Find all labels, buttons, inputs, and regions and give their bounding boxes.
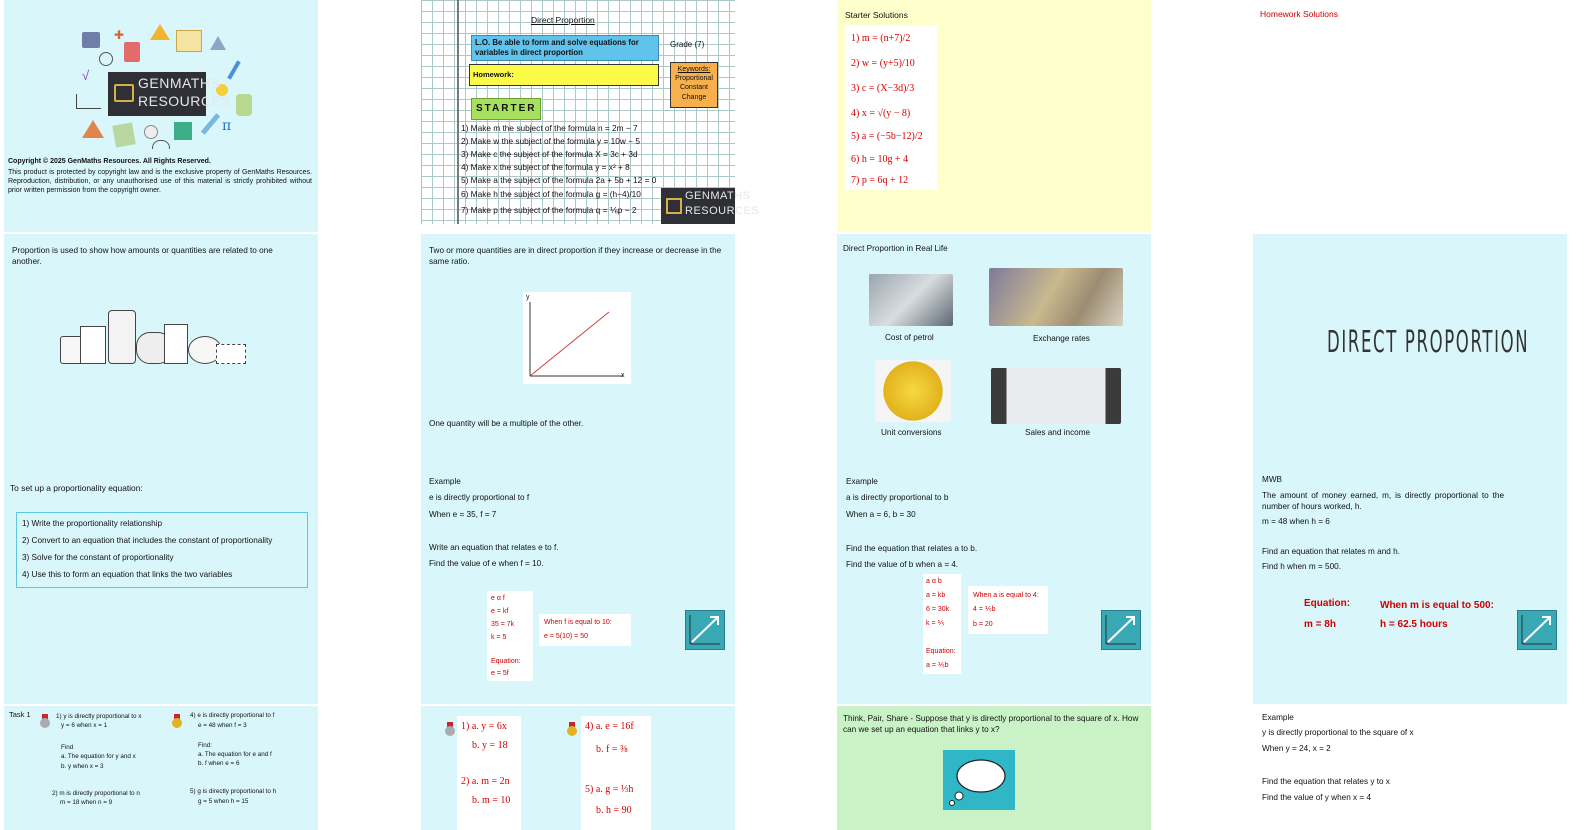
copyright-title: Copyright © 2025 GenMaths Resources. All Rights Reserved. — [8, 158, 211, 165]
step-4: 4) Use this to form an equation that links the two variables — [22, 570, 233, 579]
example-line-3: Find the equation that relates y to x — [1262, 777, 1390, 786]
tape-measure-image — [875, 360, 951, 422]
margin-line — [457, 0, 459, 224]
slide-2-starter[interactable] — [421, 0, 760, 224]
step-1: 1) Write the proportionality relationship — [22, 519, 163, 528]
online-sales-image — [991, 368, 1121, 424]
working-box: a α b a = kb 6 = 30k k = ⅕ Equation: a = ⅕b — [923, 574, 961, 674]
question-5: 5) Make a the subject of the formula 2a + 5b + 12 = 0 — [461, 175, 657, 185]
x-axis-label: x — [621, 372, 625, 379]
answer-7: 7) p = 6q + 12 — [851, 175, 909, 186]
example-line-1: a is directly proportional to b — [846, 493, 949, 502]
genmaths-logo-small: GENMATHS RESOURCES — [661, 188, 735, 224]
question-3: 3) Make c the subject of the formula X = 3c + 3d — [461, 149, 638, 159]
cylinder-icon — [236, 94, 252, 116]
question-6: 6) Make h the subject of the formula g = (h−4)/10 — [461, 189, 641, 199]
caption-units: Unit conversions — [881, 428, 942, 437]
slide-6-direct-proportion-definition[interactable] — [421, 234, 735, 704]
task-line-2: Find h when m = 500. — [1262, 562, 1341, 571]
triangle-outline-icon — [210, 36, 226, 50]
setup-heading: To set up a proportionality equation: — [10, 483, 143, 493]
answers-left-box: 1) a. y = 6x b. y = 18 2) a. m = 2n b. m = 10 — [457, 716, 521, 830]
logo-hat-icon — [114, 84, 134, 102]
task-title: Task 1 — [9, 710, 31, 719]
starter-banner: STARTER — [471, 98, 541, 120]
grade-label: Grade (7) — [670, 40, 705, 49]
logo-line-1: GENMATHS — [138, 75, 221, 91]
think-pair-share-text: Think, Pair, Share - Suppose that y is directly proportional to the square of x. How can we set up an equation that links y to x? — [843, 714, 1139, 734]
slide-title: Direct Proportion — [531, 15, 595, 25]
answer-1: 1) m = (n+7)/2 — [851, 33, 911, 44]
question-4: 4) Make x the subject of the formula y = x² + 8 — [461, 162, 630, 172]
working-box: e α f e = kf 35 = 7k k = 5 Equation: e = 5f — [487, 591, 533, 681]
step-3: 3) Solve for the constant of proportionality — [22, 553, 174, 562]
answers-right-box: 4) a. e = 16f b. f = ⅜ 5) a. g = ⅓h b. h = 90 — [581, 716, 651, 830]
slide-5-proportion-intro[interactable] — [4, 234, 318, 704]
red-calculator-icon — [124, 42, 140, 62]
answer-2: 2) w = (y+5)/10 — [851, 58, 915, 69]
intro-text: Proportion is used to show how amounts or quantities are related to one another. — [12, 246, 273, 266]
when-title: When m is equal to 500: — [1380, 600, 1494, 611]
example-line-3: Find the equation that relates a to b. — [846, 544, 978, 553]
example-label: Example — [846, 477, 878, 486]
silver-medal-icon — [445, 722, 455, 736]
pencil-icon — [227, 60, 240, 79]
example-line-4: Find the value of y when x = 4 — [1262, 793, 1372, 802]
slide-10-task-1-answers[interactable] — [421, 706, 735, 830]
answer-5: 5) a = (−5b−12)/2 — [851, 131, 923, 142]
example-line-4: Find the value of e when f = 10. — [429, 559, 544, 568]
slide-title: Direct Proportion in Real Life — [843, 244, 948, 253]
copyright-body: This product is protected by copyright law and is the exclusive property of GenMaths Resources. Reproduction, distribution, or any unauthorised use of this material is strictly prohibited without prior written permission from the copyright owner. — [8, 169, 312, 194]
task-line-1: Find an equation that relates m and h. — [1262, 547, 1400, 556]
logo-hat-icon — [666, 198, 682, 214]
question-text: The amount of money earned, m, is directly proportional to the number of hours worked, h. — [1262, 491, 1504, 511]
slide-title: Homework Solutions — [1260, 9, 1338, 19]
gold-medal-icon — [172, 714, 182, 728]
answer-4: 4) x = √(y − 8) — [851, 108, 911, 119]
graph-button-icon[interactable] — [685, 610, 725, 650]
when-box: When f is equal to 10: e = 5(10) = 50 — [539, 614, 631, 646]
slide-1-cover[interactable] — [4, 0, 318, 232]
question-7: 7) Make p the subject of the formula q = ⅙p − 2 — [461, 205, 637, 215]
example-line-2: When y = 24, x = 2 — [1262, 744, 1331, 753]
baking-equipment-image — [60, 310, 246, 366]
mwb-label: MWB — [1262, 475, 1283, 484]
silver-medal-icon — [40, 714, 50, 728]
when-value: h = 62.5 hours — [1380, 619, 1448, 630]
slide-title: Starter Solutions — [845, 10, 908, 20]
y-axis-label: y — [526, 294, 530, 301]
step-2: 2) Convert to an equation that includes the constant of proportionality — [22, 536, 273, 545]
graph-svg — [523, 292, 631, 384]
ruler-icon — [201, 113, 220, 135]
example-line-1: y is directly proportional to the square of x — [1262, 728, 1414, 737]
caption-exchange: Exchange rates — [1033, 334, 1090, 343]
slide-3-starter-solutions[interactable] — [837, 0, 1151, 232]
triangle-ruler-icon — [150, 24, 170, 40]
learning-objective: L.O. Be able to form and solve equations for variables in direct proportion — [471, 35, 659, 61]
answer-6: 6) h = 10g + 4 — [851, 154, 909, 165]
gold-medal-icon — [567, 722, 577, 736]
pi-icon: π — [222, 118, 232, 134]
question-1: 1) Make m the subject of the formula n = 2m − 7 — [461, 123, 638, 133]
pyramid-icon — [82, 120, 104, 138]
venn-icon — [144, 125, 158, 139]
thought-bubble-icon — [943, 750, 1015, 810]
example-line-4: Find the value of b when a = 4. — [846, 560, 959, 569]
example-line-2: When a = 6, b = 30 — [846, 510, 916, 519]
example-label: Example — [429, 477, 461, 486]
graph-button-icon[interactable] — [1517, 610, 1557, 650]
homework-box[interactable]: Homework: — [469, 64, 659, 86]
when-box: When a is equal to 4: 4 = ⅕b b = 20 — [968, 586, 1048, 634]
intro-text: Two or more quantities are in direct proportion if they increase or decrease in the same ratio. — [429, 246, 722, 266]
proportion-graph — [523, 292, 631, 384]
logo-line-2: RESOURCES — [138, 93, 232, 109]
slide-8-direct-proportion-mwb[interactable] — [1253, 234, 1567, 704]
slide-12-square-example[interactable] — [1253, 706, 1567, 830]
slide-11-think-pair-share[interactable] — [837, 706, 1151, 830]
multiple-text: One quantity will be a multiple of the other. — [429, 419, 584, 428]
slide-7-real-life[interactable] — [837, 234, 1151, 704]
question-2: 2) Make w the subject of the formula y = 10w − 5 — [461, 136, 640, 146]
compass-icon — [99, 52, 113, 66]
slide-4-homework-solutions[interactable] — [1253, 0, 1567, 232]
title-banner: DIRECT PROPORTION — [1327, 325, 1530, 360]
grid-paper-icon — [112, 122, 136, 147]
calculator-icon — [82, 32, 100, 48]
protractor-icon — [152, 140, 170, 149]
banknotes-image — [989, 268, 1123, 326]
cube-icon — [174, 122, 192, 140]
genmaths-logo — [108, 72, 232, 116]
caption-petrol: Cost of petrol — [885, 333, 934, 342]
graph-button-icon[interactable] — [1101, 610, 1141, 650]
square-root-icon: √ — [82, 68, 90, 83]
example-line-3: Write an equation that relates e to f. — [429, 543, 559, 552]
petrol-pump-image — [869, 274, 953, 326]
given-values: m = 48 when h = 6 — [1262, 517, 1330, 526]
caption-sales: Sales and income — [1025, 428, 1091, 437]
solutions-box — [845, 26, 937, 190]
keywords-box: Keywords: Proportional Constant Change — [670, 62, 718, 108]
answer-3: 3) c = (X−3d)/3 — [851, 83, 915, 94]
example-line-2: When e = 35, f = 7 — [429, 510, 497, 519]
axes-arrow-icon — [76, 94, 101, 109]
notebook-icon — [176, 30, 202, 52]
example-line-1: e is directly proportional to f — [429, 493, 530, 502]
equation-title: Equation: — [1304, 598, 1351, 609]
equation-value: m = 8h — [1304, 619, 1336, 630]
steps-box — [16, 512, 308, 588]
example-label: Example — [1262, 713, 1294, 722]
slide-9-task-1[interactable]: Task 1 1) y is directly proportional to x y = 6 when x = 1 Find a. The equation for y and x b. y when x = 3 2) m is directly proportional to n m = 18 when n = 9 4) e is directly proportional to f e = 48 when f = 3 Find: a. The equation for e and f b. f when e = 6 5) g is directly proportional to h g = 5 when h = 15 — [4, 706, 318, 830]
math-symbols-icon: ✚ — [114, 28, 125, 42]
